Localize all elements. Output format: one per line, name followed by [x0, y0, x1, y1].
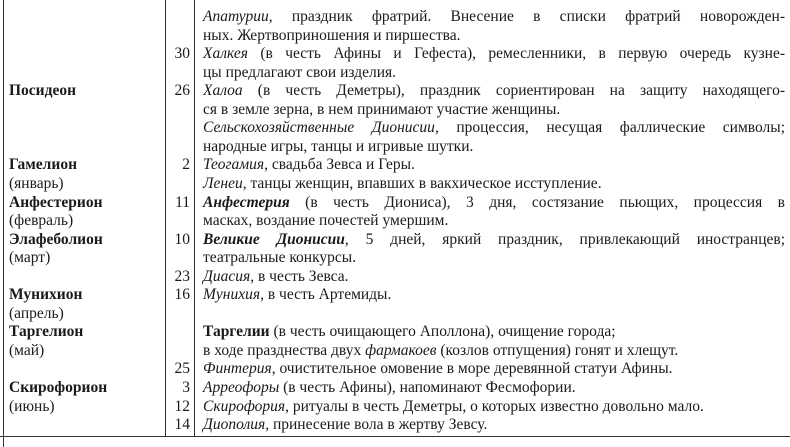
- festival-day: 14: [174, 416, 190, 434]
- description-text: ных. Жертвоприношения и пиршества.: [203, 26, 461, 44]
- month-modern-equivalent: (март): [9, 249, 51, 267]
- festival-day: 3: [182, 379, 190, 396]
- festival-day: 25: [174, 360, 190, 378]
- festival-name: Ленеи: [203, 174, 243, 192]
- festival-name: Диополия: [203, 416, 266, 434]
- festival-name: Таргелии: [203, 323, 270, 341]
- festival-day: 26: [174, 82, 190, 100]
- festival-name: Апатурии: [203, 8, 269, 25]
- festival-day: 11: [175, 193, 190, 211]
- festival-description-line: [203, 194, 785, 212]
- month-modern-equivalent: (февраль): [9, 212, 74, 230]
- festival-name: Скирофория: [203, 397, 286, 415]
- month-name: Таргелион: [9, 323, 84, 341]
- festival-name: Халоа: [203, 82, 243, 100]
- description-text: , праздник фратрий. Внесение в списки фратрий новорожден-: [268, 8, 785, 25]
- festival-description-line: [203, 305, 785, 323]
- description-text: , свадьба Зевса и Геры.: [264, 156, 415, 174]
- description-text: народные игры, танцы и игривые шутки.: [203, 137, 474, 155]
- description-text: в ходе празднества двух: [203, 341, 366, 359]
- month-modern-equivalent: (апрель): [9, 304, 64, 322]
- description-text: , 5 дней, яркий праздник, привлекающий иностранцев;: [344, 230, 785, 248]
- description-text: , ритуалы в честь Деметры, о которых известно довольно мало.: [285, 397, 704, 415]
- festival-description-line: [203, 379, 785, 397]
- description-text: (в честь Диониса), 3 дня, состязание пьющих, процессия в: [289, 193, 785, 211]
- month-name: Посидеон: [9, 82, 77, 100]
- festival-name: Теогамия: [203, 156, 265, 174]
- description-text: ся в земле зерна, в нем принимают участие женщины.: [203, 100, 561, 118]
- festival-name: Арреофоры: [203, 379, 280, 396]
- festival-description-line: [203, 249, 785, 267]
- month-modern-equivalent: (май): [9, 341, 45, 359]
- table-bottom-rule: [0, 436, 790, 437]
- festival-description-line: [203, 45, 785, 63]
- festival-description-line: [203, 268, 785, 286]
- month-name: Скирофорион: [9, 379, 108, 396]
- festival-description-line: [203, 156, 785, 174]
- festival-description-line: [203, 212, 785, 230]
- description-text: , принесение вола в жертву Зевсу.: [265, 416, 488, 434]
- festival-name: Великие Дионисии: [203, 230, 345, 248]
- description-text: , в честь Зевса.: [250, 267, 349, 285]
- festival-name: Анфестерия: [203, 193, 290, 211]
- festival-name: фармакоев: [365, 341, 437, 359]
- festival-description-line: [203, 416, 785, 434]
- festival-name: Финтерия: [203, 360, 272, 378]
- description-text: , в честь Артемиды.: [260, 286, 392, 304]
- festival-name: Сельскохозяйственные Дионисии: [203, 119, 435, 137]
- description-text: (в честь Афины и Гефеста), ремесленники, в первую очередь кузне-: [247, 45, 785, 63]
- festival-description-line: [203, 82, 785, 100]
- festival-name: Мунихия: [203, 286, 261, 304]
- festival-day: 16: [174, 286, 190, 304]
- festival-description-line: [203, 119, 785, 137]
- description-text: (в честь Афины), напоминают Фесмофории.: [279, 379, 576, 396]
- description-text: , очистительное омовение в море деревянной статуи Афины.: [271, 360, 673, 378]
- column-divider-day: [194, 0, 195, 436]
- description-text: (козлов отпущения) гонят и хлещут.: [436, 341, 679, 359]
- festival-description-line: [203, 64, 785, 82]
- festival-day: 23: [174, 267, 190, 285]
- festival-description-line: [203, 138, 785, 156]
- month-name: Элафеболион: [9, 230, 103, 248]
- description-text: , танцы женщин, впавших в вакхическое исступление.: [242, 174, 602, 192]
- festival-day: 12: [174, 397, 190, 415]
- description-text: театральные конкурсы.: [203, 249, 357, 267]
- festival-description-line: [203, 27, 785, 45]
- festival-description-line: [203, 342, 785, 360]
- description-text: (в честь очищающего Аполлона), очищение города;: [269, 323, 616, 341]
- description-text: , процессия, несущая фаллические символы;: [434, 119, 785, 137]
- festival-description-line: [203, 8, 785, 26]
- festival-day: 10: [174, 230, 190, 248]
- festival-day: 2: [182, 156, 190, 174]
- festival-description-line: [203, 231, 785, 249]
- description-text: масках, воздание почестей умершим.: [203, 212, 449, 230]
- month-name: Анфестерион: [9, 193, 103, 211]
- festival-description-line: [203, 286, 785, 304]
- festival-description-line: [203, 398, 785, 416]
- month-name: Гамелион: [9, 156, 77, 174]
- festival-description-line: [203, 101, 785, 119]
- festival-description-line: [203, 360, 785, 378]
- festival-name: Халкея: [203, 45, 248, 63]
- month-modern-equivalent: (июнь): [9, 397, 55, 415]
- table-border-left: [3, 0, 4, 447]
- month-name: Мунихион: [9, 286, 83, 304]
- festival-day: 30: [174, 45, 190, 63]
- month-modern-equivalent: (январь): [9, 174, 64, 192]
- description-text: цы предлагают свои изделия.: [203, 63, 397, 81]
- description-text: (в честь Деметры), праздник сориентирован на защиту находящего-: [242, 82, 785, 100]
- festival-name: Диасия: [203, 267, 251, 285]
- festival-description-line: [203, 175, 785, 193]
- festival-description-line: [203, 323, 785, 341]
